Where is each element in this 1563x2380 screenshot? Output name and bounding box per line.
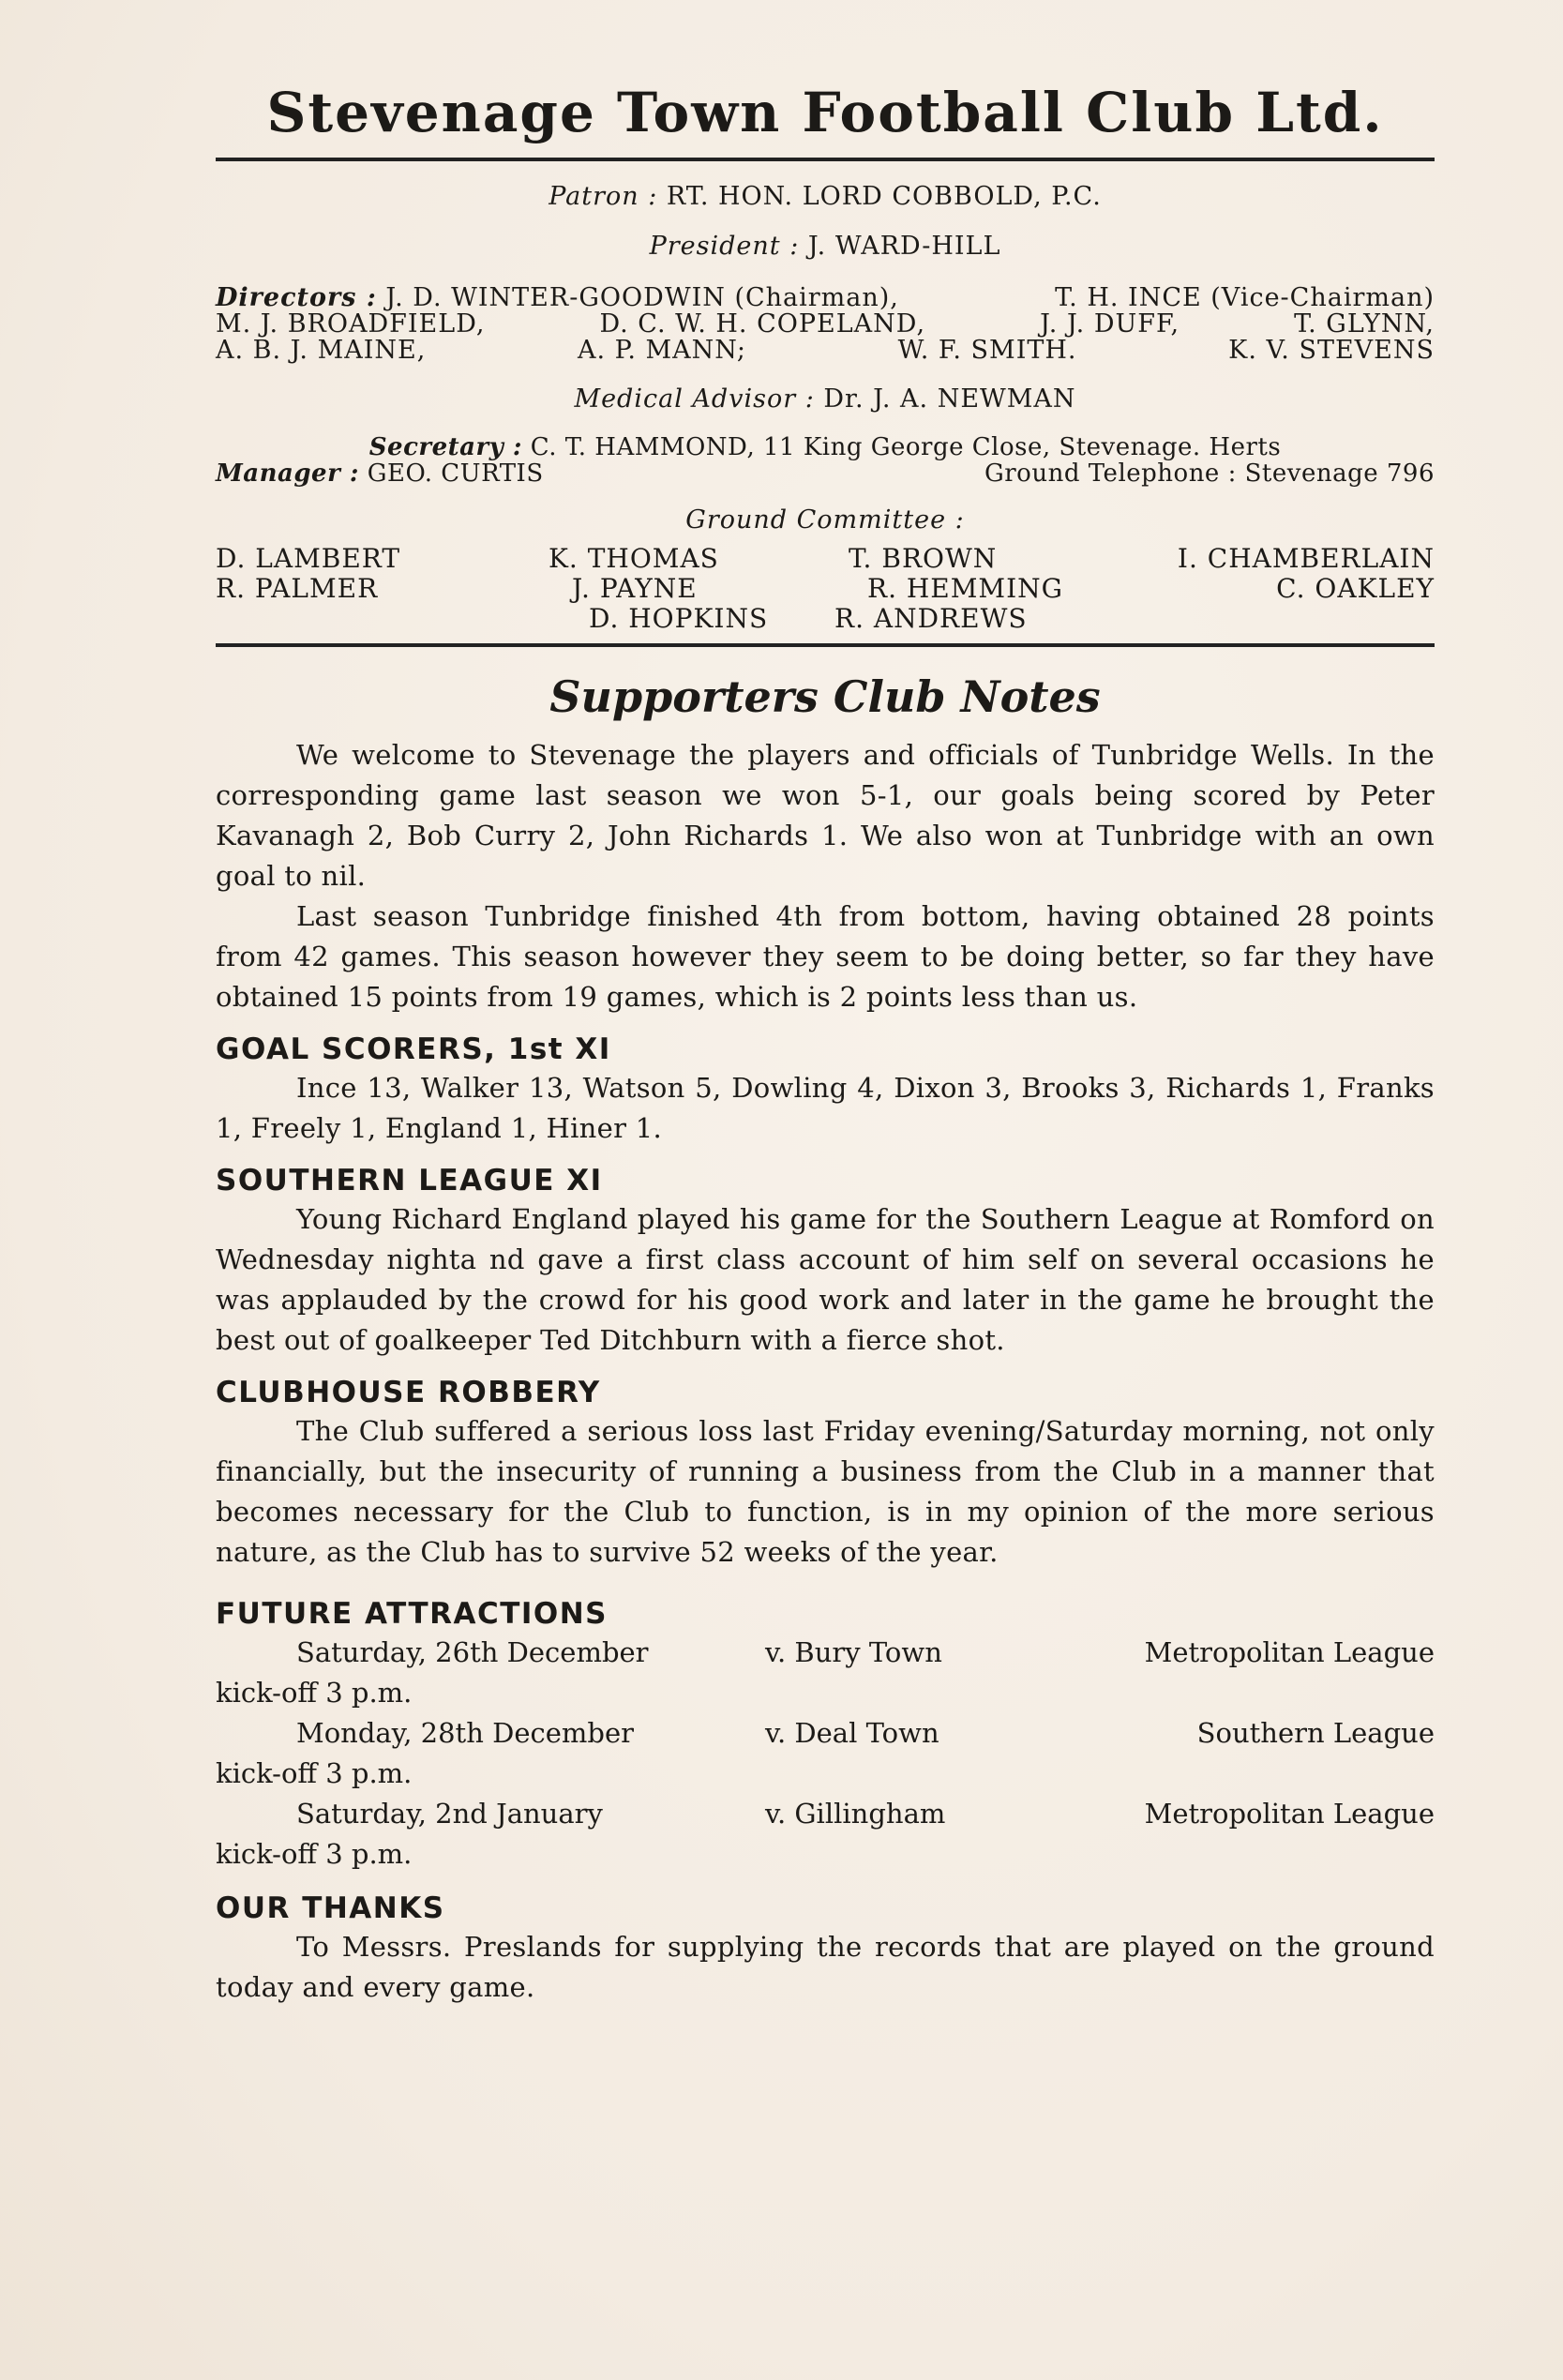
president-name: J. WARD-HILL (807, 232, 1001, 261)
directors-block (216, 285, 1435, 364)
fixture-date: Saturday, 2nd January (296, 1798, 603, 1830)
director-name: K. V. STEVENS (1228, 336, 1435, 365)
manager-label: Manager : (216, 459, 359, 488)
committee-member: I. CHAMBERLAIN (1177, 543, 1435, 574)
fixture-opponent: v. Deal Town (765, 1717, 939, 1749)
president-line (216, 232, 1435, 261)
patron-line (216, 182, 1435, 211)
clubhouse-robbery-text: The Club suffered a serious loss last Friday evening/Saturday morning, not only financially, but the insecurity of running a business from the Club in a manner that becomes necessary for the Club to function, is in my opinion of the more serious nature, as the Club has to survive 52 weeks of the year. (216, 1415, 1435, 1568)
fixture-kickoff: kick-off 3 p.m. (216, 1757, 413, 1789)
fixture-competition: Metropolitan League (1144, 1798, 1435, 1830)
fixture-opponent: v. Gillingham (765, 1798, 946, 1830)
committee-member: T. BROWN (849, 543, 998, 574)
medical-advisor-line (216, 384, 1435, 414)
goal-scorers-heading: GOAL SCORERS, 1st XI (216, 1032, 611, 1066)
fixture-item (216, 1633, 1435, 1713)
committee-member: D. HOPKINS (589, 603, 769, 634)
secretary-line (216, 434, 1435, 460)
committee-row-2 (216, 574, 1435, 604)
committee-member: K. THOMAS (549, 543, 719, 574)
our-thanks-heading: OUR THANKS (216, 1891, 445, 1925)
manager-name: GEO. CURTIS (367, 459, 544, 488)
fixture-item (216, 1713, 1435, 1794)
manager-line (216, 460, 1435, 487)
ground-committee-list (216, 544, 1435, 634)
directors-row-1-left (216, 285, 899, 311)
president-label: President : (649, 232, 800, 261)
goal-scorers-text: Ince 13, Walker 13, Watson 5, Dowling 4, Dixon 3, Brooks 3, Richards 1, Franks 1, Freely 1, England 1, Hiner 1. (216, 1072, 1435, 1144)
committee-member: R. PALMER (216, 573, 379, 604)
future-attractions-heading: FUTURE ATTRACTIONS (216, 1597, 609, 1631)
fixture-date: Monday, 28th December (296, 1717, 635, 1749)
section-rule (216, 643, 1435, 647)
director-name: M. J. BROADFIELD, (216, 309, 486, 339)
secretary-label: Secretary : (368, 433, 522, 461)
secretary-details: C. T. HAMMOND, 11 King George Close, Stevenage. Herts (530, 433, 1282, 461)
committee-member: R. HEMMING (867, 573, 1064, 604)
medical-label: Medical Advisor : (574, 384, 815, 414)
committee-member: D. LAMBERT (216, 543, 401, 574)
fixture-date: Saturday, 26th December (296, 1636, 649, 1668)
fixture-kickoff: kick-off 3 p.m. (216, 1677, 413, 1709)
fixtures-list (216, 1633, 1435, 1875)
patron-label: Patron : (549, 182, 658, 211)
directors-row-3 (216, 338, 1435, 364)
committee-member: R. ANDREWS (834, 603, 1028, 634)
ground-committee-heading: Ground Committee : (685, 505, 965, 535)
supporters-club-title: Supporters Club Notes (549, 671, 1101, 722)
intro-paragraph-1: We welcome to Stevenage the players and officials of Tunbridge Wells. In the corresponding game last season we won 5-1, our goals being scored by Peter Kavanagh 2, Bob Curry 2, John Richards 1. We also won at Tunbridge with an own goal to nil. (216, 739, 1435, 892)
committee-member: J. PAYNE (572, 573, 698, 604)
director-name: A. B. J. MAINE, (216, 336, 427, 365)
director-name: W. F. SMITH. (897, 336, 1077, 365)
patron-name: RT. HON. LORD COBBOLD, P.C. (666, 182, 1102, 211)
director-vice-chairman: T. H. INCE (Vice-Chairman) (1055, 283, 1435, 312)
club-title: Stevenage Town Football Club Ltd. (266, 81, 1384, 144)
southern-league-heading: SOUTHERN LEAGUE XI (216, 1164, 603, 1198)
directors-row-2 (216, 311, 1435, 338)
fixture-competition: Southern League (1196, 1717, 1435, 1749)
intro-paragraph-2: Last season Tunbridge finished 4th from bottom, having obtained 28 points from 42 games. This season however they seem to be doing better, so far they have obtained 15 points from 19 games, which is 2 points less than us. (216, 900, 1435, 1013)
southern-league-text: Young Richard England played his game for the Southern League at Romford on Wednesday nighta nd gave a first class account of him self on several occasions he was applauded by the crowd for his good work and later in the game he brought the best out of goalkeeper Ted Ditchburn with a fierce shot. (216, 1203, 1435, 1356)
ground-telephone: Ground Telephone : Stevenage 796 (984, 459, 1435, 488)
secretary-manager-block (216, 434, 1435, 487)
page-content (216, 75, 1435, 2008)
director-name: J. J. DUFF, (1040, 309, 1180, 339)
fixture-kickoff: kick-off 3 p.m. (216, 1838, 413, 1870)
title-rule (216, 158, 1435, 161)
committee-member: C. OAKLEY (1276, 573, 1435, 604)
fixture-item (216, 1794, 1435, 1875)
clubhouse-robbery-heading: CLUBHOUSE ROBBERY (216, 1376, 601, 1409)
director-chairman: J. D. WINTER-GOODWIN (Chairman), (385, 283, 899, 312)
fixture-opponent: v. Bury Town (765, 1636, 942, 1668)
director-name: A. P. MANN; (577, 336, 747, 365)
committee-row-3 (216, 604, 1435, 634)
director-name: D. C. W. H. COPELAND, (599, 309, 926, 339)
medical-name: Dr. J. A. NEWMAN (823, 384, 1076, 414)
committee-row-1 (216, 544, 1435, 574)
our-thanks-text: To Messrs. Preslands for supplying the records that are played on the ground today and every game. (216, 1931, 1435, 2003)
directors-row-1 (216, 285, 1435, 311)
director-name: T. GLYNN, (1294, 309, 1435, 339)
fixture-competition: Metropolitan League (1144, 1636, 1435, 1668)
directors-label: Directors : (216, 283, 377, 312)
